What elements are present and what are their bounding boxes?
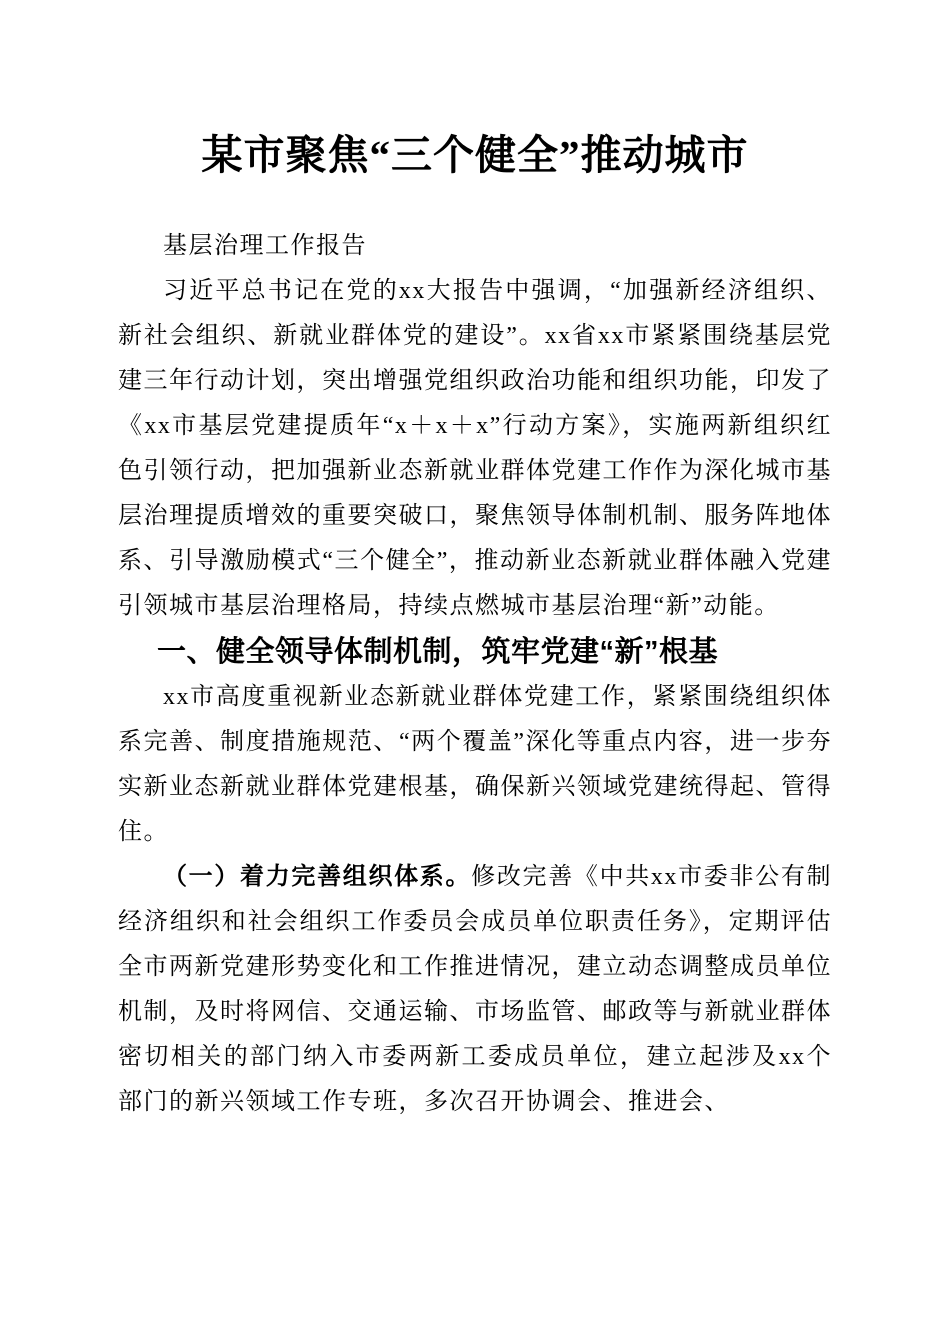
section1-item1-lead: （一）着力完善组织体系。 — [163, 864, 472, 890]
section-1-heading: 一、健全领导体制机制，筑牢党建“新”根基 — [157, 636, 719, 668]
section1-item1-body: 修改完善《中共xx市委非公有制经济组织和社会组织工作委员会成员单位职责任务》，定期评估全市两新党建形势变化和工作推进情况，建立动态调整成员单位机制，及时将网信、交通运输、市场监管、邮政等与新就业群体密切相关的部门纳入市委两新工委成员单位，建立起涉及xx个部门的新兴领域工作专班，多次召开协调会、推进会、 — [118, 864, 833, 1115]
paragraph-section1-item1 — [118, 855, 832, 1125]
paragraph-report-label: 基层治理工作报告 — [163, 233, 367, 259]
paragraph-section1-overview: xx市高度重视新业态新就业群体党建工作，紧紧围绕组织体系完善、制度措施规范、“两个覆盖”深化等重点内容，进一步夯实新业态新就业群体党建根基，确保新兴领域党建统得起、管得住。 — [118, 684, 832, 845]
paragraph-intro: 习近平总书记在党的xx大报告中强调，“加强新经济组织、新社会组织、新就业群体党的建设”。xx省xx市紧紧围绕基层党建三年行动计划，突出增强党组织政治功能和组织功能，印发了《xx市基层党建提质年“x＋x＋x”行动方案》，实施两新组织红色引领行动，把加强新业态新就业群体党建工作作为深化城市基层治理提质增效的重要突破口，聚焦领导体制机制、服务阵地体系、引导激励模式“三个健全”，推动新业态新就业群体融入党建引领城市基层治理格局，持续点燃城市基层治理“新”动能。 — [118, 278, 832, 619]
document-title: 某市聚焦“三个健全”推动城市 — [201, 132, 749, 178]
document-body — [118, 224, 832, 1125]
